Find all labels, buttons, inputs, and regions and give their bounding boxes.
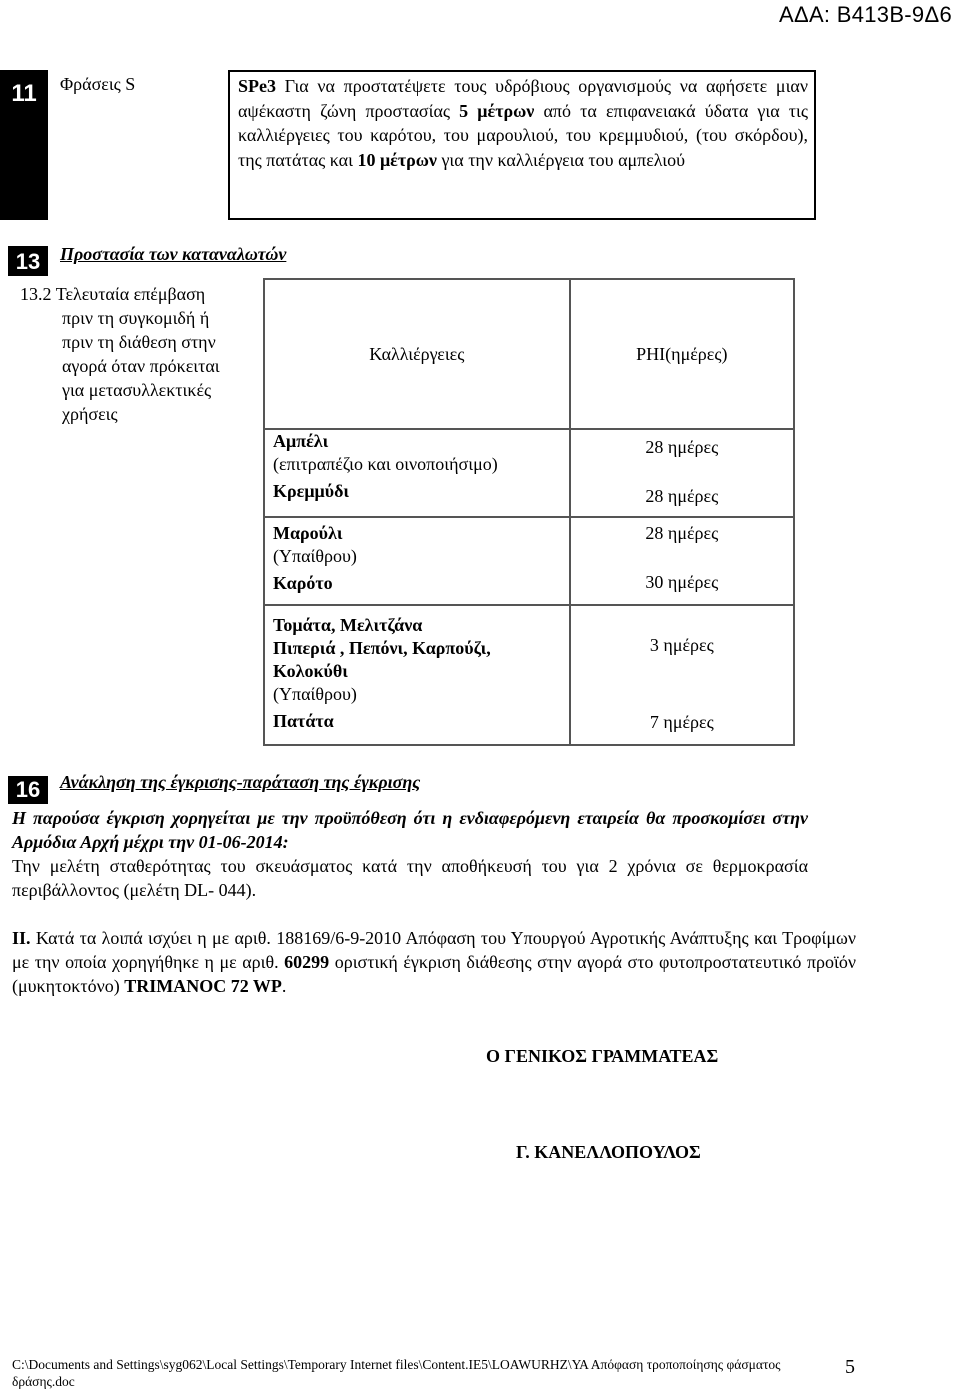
ada-code: ΑΔΑ: Β413Β-9Δ6 [778,2,952,27]
crop-cell: Τομάτα, Μελιτζάνα Πιπεριά , Πεπόνι, Καρπούζι, Κολοκύθι (Υπαίθρου) Πατάτα [264,605,570,745]
condition-paragraph: Η παρούσα έγκριση χορηγείται με την προϋπόθεση ότι η ενδιαφερόμενη εταιρεία θα προσκομίσει στην Αρμόδια Αρχή μέχρι την 01-06-2014: Την μελέτη σταθερότητας του σκευάσματος κατά την αποθήκευσή του για 2 χρόνια σε θερμοκρασία περιβάλλοντος (μελέτη DL- 044). [12,808,808,900]
section-heading-16: Ανάκληση της έγκρισης-παράταση της έγκρισης [60,772,421,792]
page-number: 5 [845,1356,855,1378]
header-phi: PHI(ημέρες) [570,279,794,429]
phi-table [263,278,795,746]
subsection-number: 13.2 [20,284,52,304]
s-phrases-text: SPe3 Για να προστατέψετε τους υδρόβιους οργανισμούς να αφήσετε μιαν αψέκαστη ζώνη προστασίας 5 μέτρων από τα επιφανειακά ύδατα για τις καλλιέργειες του καρότου, του μαρουλιού, του κρεμμυδιού, (του σκόρδου), της πατάτας και 10 μέτρων για την καλλιέργεια του αμπελιού [238,76,808,170]
paragraph-ii: ΙΙ. Κατά τα λοιπά ισχύει η με αριθ. 188169/6-9-2010 Απόφαση του Υπουργού Αγροτικής Ανάπτυξης και Τροφίμων με την οποία χορηγήθηκε η με αριθ. 60299 οριστική έγκριση διάθεσης στην αγορά στο φυτοπροστατευτικό προϊόν (μυκητοκτόνο) TRIMANOC 72 WP. [12,928,856,996]
section-number-13: 13 [8,246,48,276]
phi-cell: 3 ημέρες 7 ημέρες [570,605,794,745]
file-path-footer: C:\Documents and Settings\syg062\Local Settings\Temporary Internet files\Content.IE5\LOAWURHZ\ΥΑ Απόφαση τροποποίησης φάσματος δράσης.doc [12,1357,781,1389]
spe3-code: SPe3 [238,76,276,96]
phi-cell: 28 ημέρες 28 ημέρες [570,429,794,517]
signatory-name: Γ. ΚΑΝΕΛΛΟΠΟΥΛΟΣ [516,1142,701,1162]
table-row [264,517,794,605]
table-row [264,429,794,517]
s-phrases-label: Φράσεις S [60,74,136,94]
table-header-row [264,279,794,429]
table-row [264,605,794,745]
subsection-13-2: 13.2 Τελευταία επέμβαση πριν τη συγκομιδή ή πριν τη διάθεση στην αγορά όταν πρόκειται για μετασυλλεκτικές χρήσεις [20,284,220,424]
crop-cell: Μαρούλι (Υπαίθρου) Καρότο [264,517,570,605]
crop-cell: Αμπέλι (επιτραπέζιο και οινοποιήσιμο) Κρεμμύδι [264,429,570,517]
phi-cell: 28 ημέρες 30 ημέρες [570,517,794,605]
header-crops: Καλλιέργειες [264,279,570,429]
section-heading-13: Προστασία των καταναλωτών [60,244,287,264]
section-number-11: 11 [0,70,48,220]
signatory-title: Ο ΓΕΝΙΚΟΣ ΓΡΑΜΜΑΤΕΑΣ [486,1046,719,1066]
section-number-16: 16 [8,776,48,804]
